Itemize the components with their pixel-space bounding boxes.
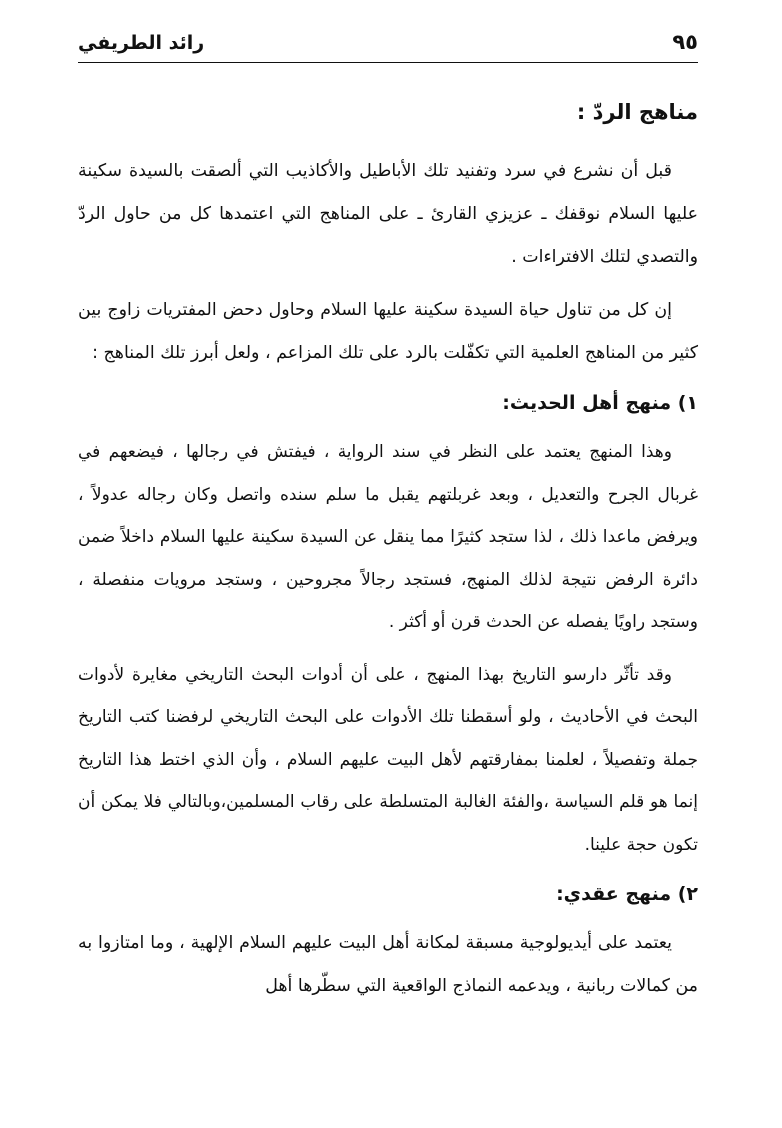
page-number: ٩٥ — [672, 30, 698, 54]
page-content — [78, 82, 698, 1018]
paragraph: وقد تأثّر دارسو التاريخ بهذا المنهج ، على أن أدوات البحث التاريخي مغايرة لأدوات البحث في الأحاديث ، ولو أسقطنا تلك الأدوات على البحث التاريخي لرفضنا كتب التاريخ جملة وتفصيلاً ، لعلمنا بمفارقتهم لأهل البيت عليهم السلام ، وأن الذي اختط هذا التاريخ إنما هو قلم السياسة ،والفئة الغالبة المتسلطة على رقاب المسلمين،وبالتالي فلا يمكن أن تكون حجة علينا. — [78, 664, 698, 855]
method-1-heading: ١) منهج أهل الحديث: — [502, 392, 698, 414]
paragraph: يعتمد على أيديولوجية مسبقة لمكانة أهل البيت عليهم السلام الإلهية ، وما امتازوا به من كمالات ربانية ، ويدعمه النماذج الواقعية التي سطّرها أهل — [78, 933, 698, 996]
running-head-author: رائد الطريفي — [78, 32, 205, 54]
section-heading: مناهج الردّ : — [576, 100, 698, 124]
paragraph: قبل أن نشرع في سرد وتفنيد تلك الأباطيل والأكاذيب التي ألصقت بالسيدة سكينة عليها السلام نوقفك ـ عزيزي القارئ ـ على المناهج التي اعتمدها كل من حاول الردّ والتصدي لتلك الافتراءات . — [78, 161, 698, 267]
paragraph: وهذا المنهج يعتمد على النظر في سند الرواية ، فيفتش في رجالها ، فيضعهم في غربال الجرح والتعديل ، وبعد غربلتهم يقبل ما سلم سنده واتصل وكان رجاله عدولاً ، ويرفض ماعدا ذلك ، لذا ستجد كثيرًا مما ينقل عن السيدة سكينة عليها السلام داخلاً ضمن دائرة الرفض نتيجة لذلك المنهج، فستجد رجالاً مجروحين ، وستجد مرويات منفصلة ، وستجد راويًا يفصله عن الحدث قرن أو أكثر . — [78, 442, 698, 632]
method-2-heading: ٢) منهج عقدي: — [556, 883, 698, 905]
paragraph: إن كل من تناول حياة السيدة سكينة عليها السلام وحاول دحض المفتريات زاوج بين كثير من المناهج العلمية التي تكفّلت بالرد على تلك المزاعم ، ولعل أبرز تلك المناهج : — [78, 300, 698, 363]
page-header — [78, 26, 698, 63]
